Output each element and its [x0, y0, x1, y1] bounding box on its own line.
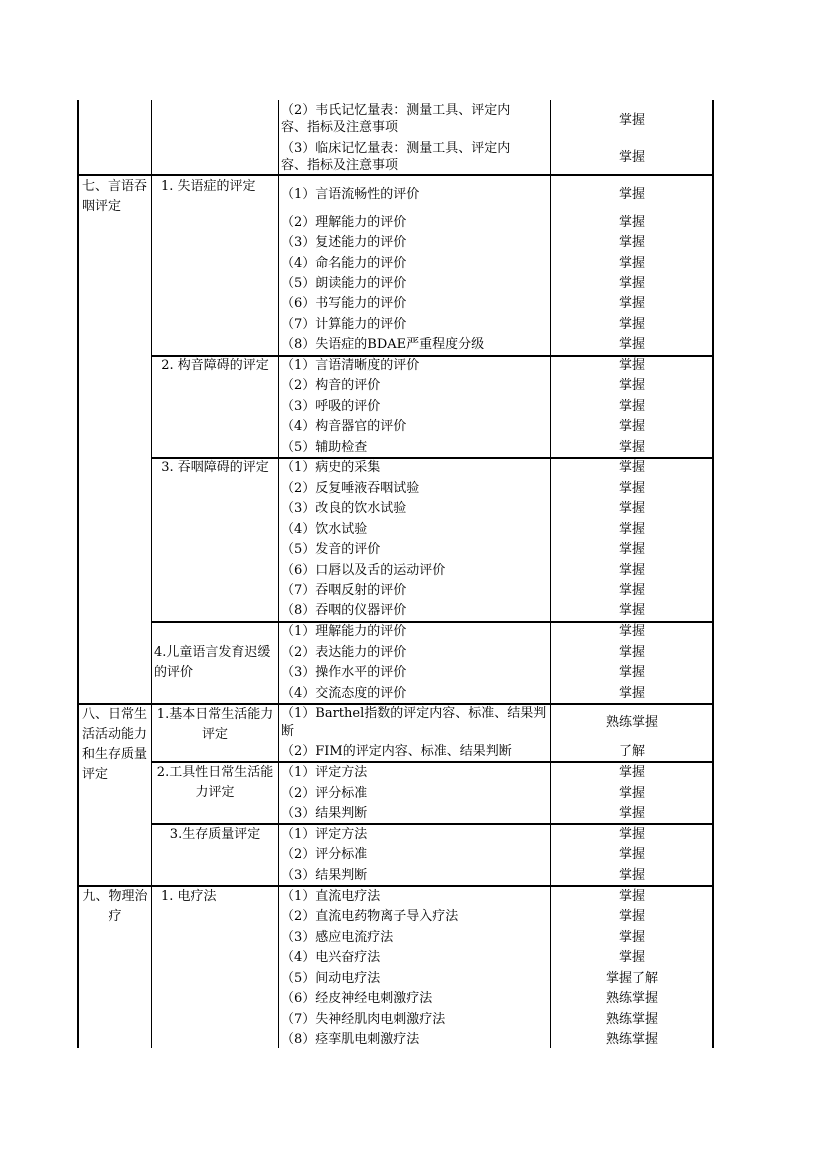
content-cell: （2）FIM的评定内容、标准、结果判断: [281, 744, 512, 759]
level-cell: 掌握: [618, 150, 645, 165]
level-cell: 掌握: [618, 603, 645, 618]
level-cell: 掌握: [618, 187, 645, 202]
level-cell: 掌握: [618, 686, 645, 701]
level-cell: 掌握: [618, 358, 645, 373]
subunit-cell: 3.生存质量评定: [169, 827, 261, 842]
content-cell: （3）改良的饮水试验: [281, 501, 407, 516]
content-cell: （3）临床记忆量表：测量工具、评定内: [281, 141, 511, 156]
level-cell: 掌握: [618, 827, 645, 842]
subunit-cell: 4.儿童语言发育迟缓的评价: [154, 645, 271, 680]
level-cell: 掌握了解: [605, 971, 658, 986]
content-cell: 容、指标及注意事项: [281, 158, 399, 173]
level-cell: 掌握: [618, 563, 645, 578]
level-cell: 掌握: [618, 868, 645, 883]
content-cell: （5）辅助检查: [281, 440, 368, 455]
level-cell: 掌握: [618, 542, 645, 557]
level-cell: 掌握: [618, 481, 645, 496]
subunit-cell: 2. 构音障碍的评定: [161, 358, 269, 373]
content-cell: （5）发音的评价: [281, 542, 381, 557]
level-cell: 掌握: [618, 665, 645, 680]
level-cell: 掌握: [618, 399, 645, 414]
content-cell: （1）评定方法: [281, 827, 368, 842]
level-cell: 掌握: [618, 583, 645, 598]
content-cell: （5）间动电疗法: [281, 971, 381, 986]
level-cell: 掌握: [618, 930, 645, 945]
content-cell: （1）言语流畅性的评价: [281, 187, 420, 202]
subunit-column-divider: [278, 100, 279, 1048]
level-cell: 掌握: [618, 419, 645, 434]
content-cell: （2）评分标准: [281, 847, 368, 862]
content-cell: （6）书写能力的评价: [281, 296, 407, 311]
unit-column-divider: [151, 100, 152, 1048]
table-left-border: [77, 100, 79, 1048]
level-cell: 掌握: [618, 950, 645, 965]
level-cell: 掌握: [618, 215, 645, 230]
level-cell: 掌握: [618, 460, 645, 475]
content-cell: （3）结果判断: [281, 806, 368, 821]
content-cell: （2）韦氏记忆量表：测量工具、评定内: [281, 103, 511, 118]
content-cell: （2）理解能力的评价: [281, 215, 407, 230]
content-cell: （3）呼吸的评价: [281, 399, 381, 414]
content-cell: （7）计算能力的评价: [281, 317, 407, 332]
subunit-cell: 3. 吞咽障碍的评定: [161, 460, 269, 475]
section-divider: [77, 174, 714, 176]
content-cell: （8）吞咽的仪器评价: [281, 603, 407, 618]
level-cell: 掌握: [618, 501, 645, 516]
content-cell: （8）痉挛肌电刺激疗法: [281, 1032, 420, 1047]
level-cell: 了解: [618, 744, 645, 759]
subunit-cell: 2.工具性日常生活能力评定: [156, 765, 274, 800]
level-cell: 掌握: [618, 440, 645, 455]
level-cell: 熟练掌握: [605, 1012, 658, 1027]
unit-cell: 七、言语吞咽评定: [82, 179, 148, 214]
content-cell: （3）复述能力的评价: [281, 235, 407, 250]
content-cell: 容、指标及注意事项: [281, 120, 399, 135]
subunit-cell: 1.基本日常生活能力评定: [156, 707, 274, 742]
content-cell: （2）表达能力的评价: [281, 645, 407, 660]
level-cell: 熟练掌握: [605, 991, 658, 1006]
content-cell: （1）病史的采集: [281, 460, 381, 475]
level-cell: 掌握: [618, 806, 645, 821]
content-cell: （2）评分标准: [281, 786, 368, 801]
level-cell: 掌握: [618, 235, 645, 250]
content-cell: （8）失语症的BDAE严重程度分级: [281, 337, 485, 352]
content-cell: （1）评定方法: [281, 765, 368, 780]
level-cell: 掌握: [618, 113, 645, 128]
content-cell: （1）直流电疗法: [281, 889, 381, 904]
level-cell: 掌握: [618, 337, 645, 352]
level-cell: 掌握: [618, 378, 645, 393]
level-cell: 掌握: [618, 296, 645, 311]
content-column-divider: [550, 100, 551, 1048]
subunit-cell: 1. 失语症的评定: [161, 179, 256, 194]
level-cell: 熟练掌握: [605, 715, 658, 730]
level-cell: 掌握: [618, 786, 645, 801]
content-cell: （4）电兴奋疗法: [281, 950, 381, 965]
level-cell: 掌握: [618, 645, 645, 660]
level-cell: 掌握: [618, 624, 645, 639]
table-right-border: [712, 100, 714, 1048]
content-cell: （7）失神经肌肉电刺激疗法: [281, 1012, 446, 1027]
level-cell: 掌握: [618, 276, 645, 291]
content-cell: （1）理解能力的评价: [281, 624, 407, 639]
level-cell: 掌握: [618, 847, 645, 862]
content-cell: （3）操作水平的评价: [281, 665, 407, 680]
content-cell: （7）吞咽反射的评价: [281, 583, 407, 598]
content-cell: （4）饮水试验: [281, 522, 368, 537]
level-cell: 掌握: [618, 909, 645, 924]
content-cell: （2）直流电药物离子导入疗法: [281, 909, 459, 924]
content-cell: （1）Barthel指数的评定内容、标准、结果判断: [281, 706, 547, 739]
content-cell: （3）感应电流疗法: [281, 930, 394, 945]
level-cell: 掌握: [618, 765, 645, 780]
level-cell: 掌握: [618, 889, 645, 904]
content-cell: （2）构音的评价: [281, 378, 381, 393]
content-cell: （4）命名能力的评价: [281, 256, 407, 271]
content-cell: （6）经皮神经电刺激疗法: [281, 991, 433, 1006]
content-cell: （1）言语清晰度的评价: [281, 358, 420, 373]
level-cell: 熟练掌握: [605, 1032, 658, 1047]
level-cell: 掌握: [618, 522, 645, 537]
content-cell: （4）构音器官的评价: [281, 419, 407, 434]
subunit-cell: 1. 电疗法: [161, 889, 217, 904]
content-cell: （3）结果判断: [281, 868, 368, 883]
level-cell: 掌握: [618, 317, 645, 332]
content-cell: （4）交流态度的评价: [281, 686, 407, 701]
content-cell: （6）口唇以及舌的运动评价: [281, 563, 446, 578]
unit-cell: 八、日常生活活动能力和生存质量评定: [82, 707, 148, 782]
unit-cell: 九、物理治疗: [82, 889, 148, 924]
content-cell: （5）朗读能力的评价: [281, 276, 407, 291]
content-cell: （2）反复唾液吞咽试验: [281, 481, 420, 496]
level-cell: 掌握: [618, 256, 645, 271]
